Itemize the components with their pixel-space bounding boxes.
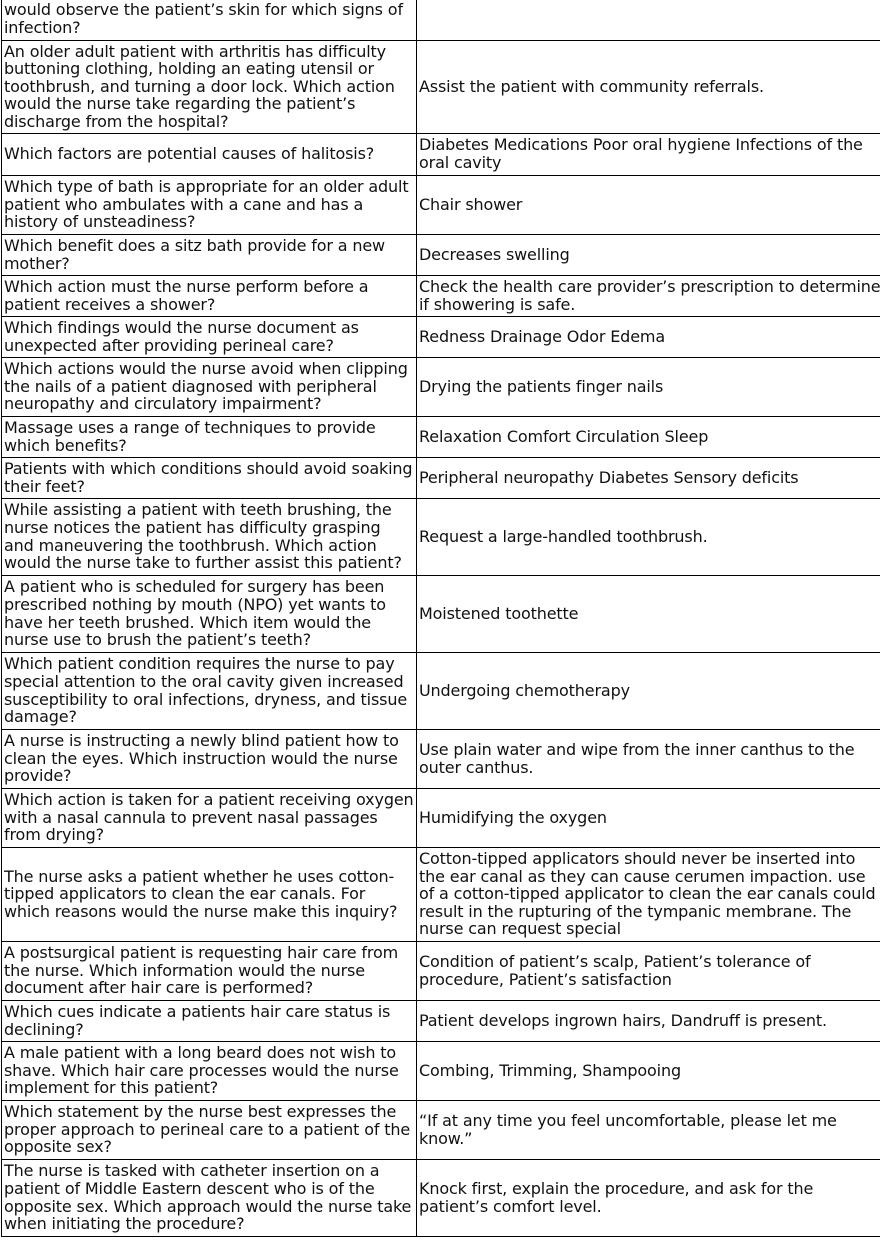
answer-cell: Combing, Trimming, Shampooing xyxy=(417,1042,880,1101)
question-cell: Which statement by the nurse best expresses the proper approach to perineal care to a patient of the opposite sex? xyxy=(2,1101,417,1160)
table-row xyxy=(2,848,880,942)
answer-cell: Chair shower xyxy=(417,176,880,235)
question-cell: A nurse is instructing a newly blind patient how to clean the eyes. Which instruction would the nurse provide? xyxy=(2,730,417,789)
question-cell: would observe the patient’s skin for which signs of infection? xyxy=(2,0,417,41)
table-row xyxy=(2,730,880,789)
table-row xyxy=(2,942,880,1001)
question-cell: Which type of bath is appropriate for an older adult patient who ambulates with a cane and has a history of unsteadiness? xyxy=(2,176,417,235)
question-cell: A patient who is scheduled for surgery has been prescribed nothing by mouth (NPO) yet wants to have her teeth brushed. Which item would the nurse use to brush the patient’s teeth? xyxy=(2,576,417,653)
table-row xyxy=(2,276,880,317)
table-row xyxy=(2,41,880,134)
question-cell: Patients with which conditions should avoid soaking their feet? xyxy=(2,458,417,499)
answer-cell: Decreases swelling xyxy=(417,235,880,276)
question-cell: Which action must the nurse perform before a patient receives a shower? xyxy=(2,276,417,317)
answer-cell: “If at any time you feel uncomfortable, please let me know.” xyxy=(417,1101,880,1160)
table-row xyxy=(2,176,880,235)
answer-cell: Knock first, explain the procedure, and ask for the patient’s comfort level. xyxy=(417,1160,880,1237)
answer-cell: Relaxation Comfort Circulation Sleep xyxy=(417,417,880,458)
table-row xyxy=(2,653,880,730)
answer-cell: Moistened toothette xyxy=(417,576,880,653)
answer-cell: Patient develops ingrown hairs, Dandruff is present. xyxy=(417,1001,880,1042)
table-row xyxy=(2,1160,880,1237)
answer-cell: Undergoing chemotherapy xyxy=(417,653,880,730)
question-cell: Which action is taken for a patient receiving oxygen with a nasal cannula to prevent nasal passages from drying? xyxy=(2,789,417,848)
table-row xyxy=(2,235,880,276)
question-cell: A male patient with a long beard does not wish to shave. Which hair care processes would the nurse implement for this patient? xyxy=(2,1042,417,1101)
table-row xyxy=(2,576,880,653)
table-row xyxy=(2,1042,880,1101)
answer-cell: Diabetes Medications Poor oral hygiene Infections of the oral cavity xyxy=(417,134,880,176)
answer-cell: Redness Drainage Odor Edema xyxy=(417,317,880,358)
question-cell: Which patient condition requires the nurse to pay special attention to the oral cavity given increased susceptibility to oral infections, dryness, and tissue damage? xyxy=(2,653,417,730)
question-cell: Which actions would the nurse avoid when clipping the nails of a patient diagnosed with peripheral neuropathy and circulatory impairment? xyxy=(2,358,417,417)
table-row xyxy=(2,417,880,458)
question-cell: An older adult patient with arthritis has difficulty buttoning clothing, holding an eating utensil or toothbrush, and turning a door lock. Which action would the nurse take regarding the patient’s discharge from the hospital? xyxy=(2,41,417,134)
table-row xyxy=(2,317,880,358)
question-cell: Which benefit does a sitz bath provide for a new mother? xyxy=(2,235,417,276)
answer-cell: Check the health care provider’s prescription to determine if showering is safe. xyxy=(417,276,880,317)
question-cell: Which factors are potential causes of halitosis? xyxy=(2,134,417,176)
answer-cell: Peripheral neuropathy Diabetes Sensory deficits xyxy=(417,458,880,499)
answer-cell: Assist the patient with community referrals. xyxy=(417,41,880,134)
question-cell: Which findings would the nurse document as unexpected after providing perineal care? xyxy=(2,317,417,358)
qa-table xyxy=(1,0,880,1237)
question-cell: Massage uses a range of techniques to provide which benefits? xyxy=(2,417,417,458)
question-cell: The nurse asks a patient whether he uses cotton-tipped applicators to clean the ear canals. For which reasons would the nurse make this inquiry? xyxy=(2,848,417,942)
answer-cell: Request a large-handled toothbrush. xyxy=(417,499,880,576)
answer-cell xyxy=(417,0,880,41)
table-row xyxy=(2,0,880,41)
table-row xyxy=(2,458,880,499)
question-cell: Which cues indicate a patients hair care status is declining? xyxy=(2,1001,417,1042)
table-row xyxy=(2,1101,880,1160)
table-row xyxy=(2,1001,880,1042)
answer-cell: Cotton-tipped applicators should never be inserted into the ear canal as they can cause cerumen impaction. use of a cotton-tipped applicator to clean the ear canals could result in the rupturing of the tympanic membrane. The nurse can request special xyxy=(417,848,880,942)
answer-cell: Humidifying the oxygen xyxy=(417,789,880,848)
table-row xyxy=(2,358,880,417)
answer-cell: Condition of patient’s scalp, Patient’s tolerance of procedure, Patient’s satisfaction xyxy=(417,942,880,1001)
question-cell: While assisting a patient with teeth brushing, the nurse notices the patient has difficulty grasping and maneuvering the toothbrush. Which action would the nurse take to further assist this patient? xyxy=(2,499,417,576)
table-row xyxy=(2,499,880,576)
answer-cell: Drying the patients finger nails xyxy=(417,358,880,417)
table-row xyxy=(2,789,880,848)
answer-cell: Use plain water and wipe from the inner canthus to the outer canthus. xyxy=(417,730,880,789)
table-row xyxy=(2,134,880,176)
question-cell: A postsurgical patient is requesting hair care from the nurse. Which information would the nurse document after hair care is performed? xyxy=(2,942,417,1001)
question-cell: The nurse is tasked with catheter insertion on a patient of Middle Eastern descent who is of the opposite sex. Which approach would the nurse take when initiating the procedure? xyxy=(2,1160,417,1237)
